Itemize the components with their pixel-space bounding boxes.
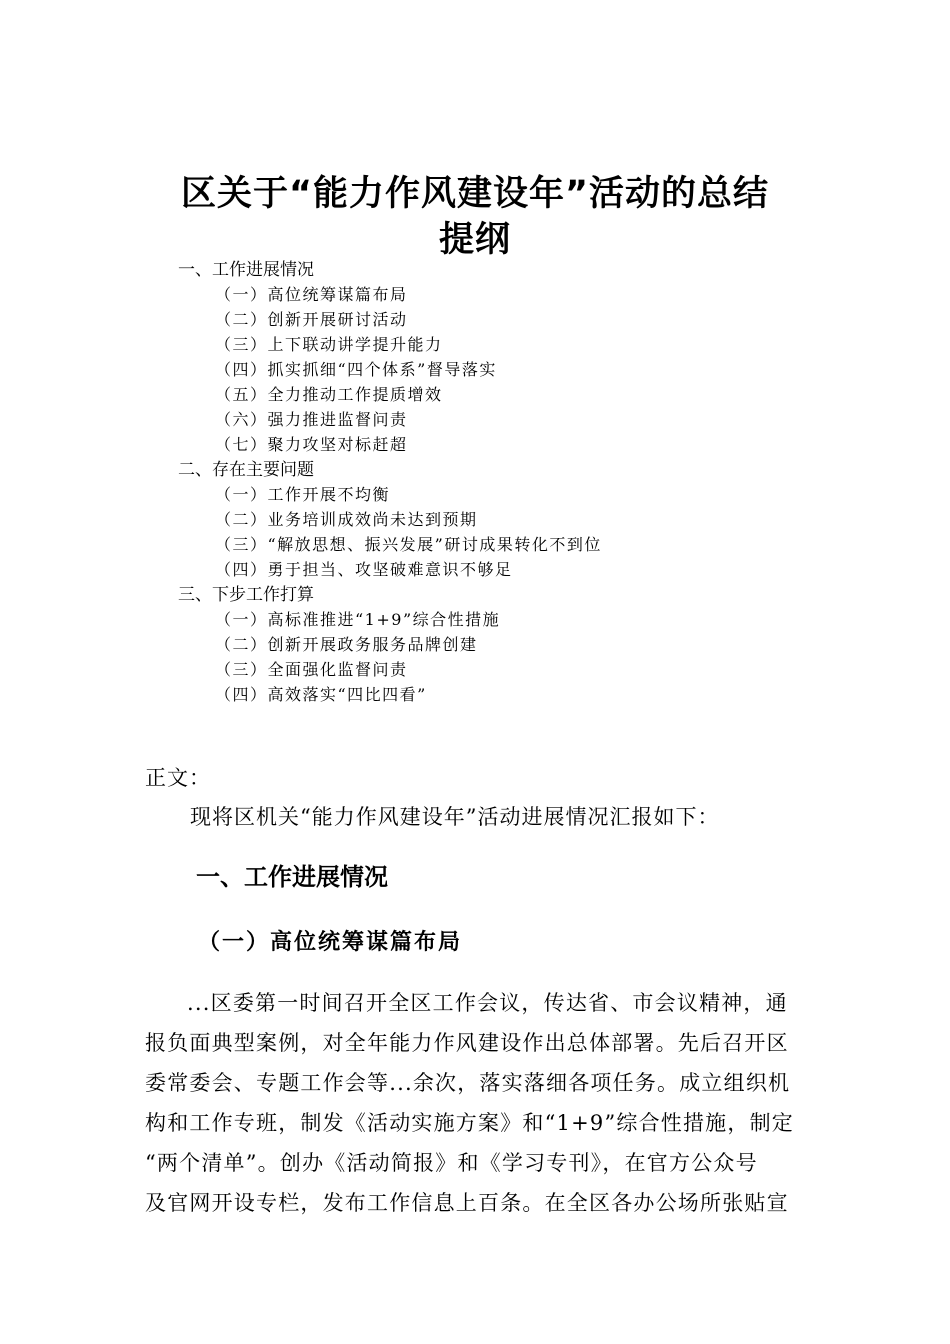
outline-item: （二）创新开展政务服务品牌创建 — [215, 635, 478, 654]
subsection-heading: （一）高位统筹谋篇布局 — [198, 929, 463, 955]
intro-paragraph: 现将区机关“能力作风建设年”活动进展情况汇报如下： — [190, 805, 720, 829]
section-heading: 一、工作进展情况 — [196, 863, 388, 891]
paragraph-line: 构和工作专班，制发《活动实施方案》和“1+9”综合性措施，制定 — [145, 1111, 794, 1135]
outline-item: （三）“解放思想、振兴发展”研讨成果转化不到位 — [215, 535, 602, 554]
outline-item: （四）勇于担当、攻坚破难意识不够足 — [215, 560, 513, 579]
document-title-line2: 提纲 — [438, 220, 511, 260]
paragraph-line: 委常委会、专题工作会等...余次，落实落细各项任务。成立组织机 — [145, 1071, 791, 1095]
outline-item: （三）上下联动讲学提升能力 — [215, 335, 443, 354]
outline-item: （六）强力推进监督问责 — [215, 410, 408, 429]
outline-item: （二）创新开展研讨活动 — [215, 310, 408, 329]
outline-item: （一）高位统筹谋篇布局 — [215, 285, 408, 304]
outline-item: （四）高效落实“四比四看” — [215, 685, 427, 704]
paragraph-line: ...区委第一时间召开全区工作会议，传达省、市会议精神，通 — [187, 991, 788, 1015]
outline-item: （一）高标准推进“1+9”综合性措施 — [215, 610, 501, 629]
outline-item: （四）抓实抓细“四个体系”督导落实 — [215, 360, 497, 379]
paragraph-line: 及官网开设专栏，发布工作信息上百条。在全区各办公场所张贴宣 — [145, 1191, 789, 1215]
outline-heading-1: 一、工作进展情况 — [178, 260, 314, 280]
paragraph-line: 报负面典型案例，对全年能力作风建设作出总体部署。先后召开区 — [145, 1031, 789, 1055]
document-title-line1: 区关于“能力作风建设年”活动的总结 — [180, 174, 769, 214]
paragraph-line: “两个清单”。创办《活动简报》和《学习专刊》，在官方公众号 — [145, 1151, 758, 1175]
outline-heading-2: 二、存在主要问题 — [178, 460, 314, 480]
outline-item: （一）工作开展不均衡 — [215, 485, 391, 504]
outline-heading-3: 三、下步工作打算 — [178, 585, 314, 605]
outline-item: （七）聚力攻坚对标赶超 — [215, 435, 408, 454]
body-label: 正文： — [145, 766, 211, 790]
outline-item: （五）全力推动工作提质增效 — [215, 385, 443, 404]
outline-item: （二）业务培训成效尚未达到预期 — [215, 510, 478, 529]
outline-item: （三）全面强化监督问责 — [215, 660, 408, 679]
